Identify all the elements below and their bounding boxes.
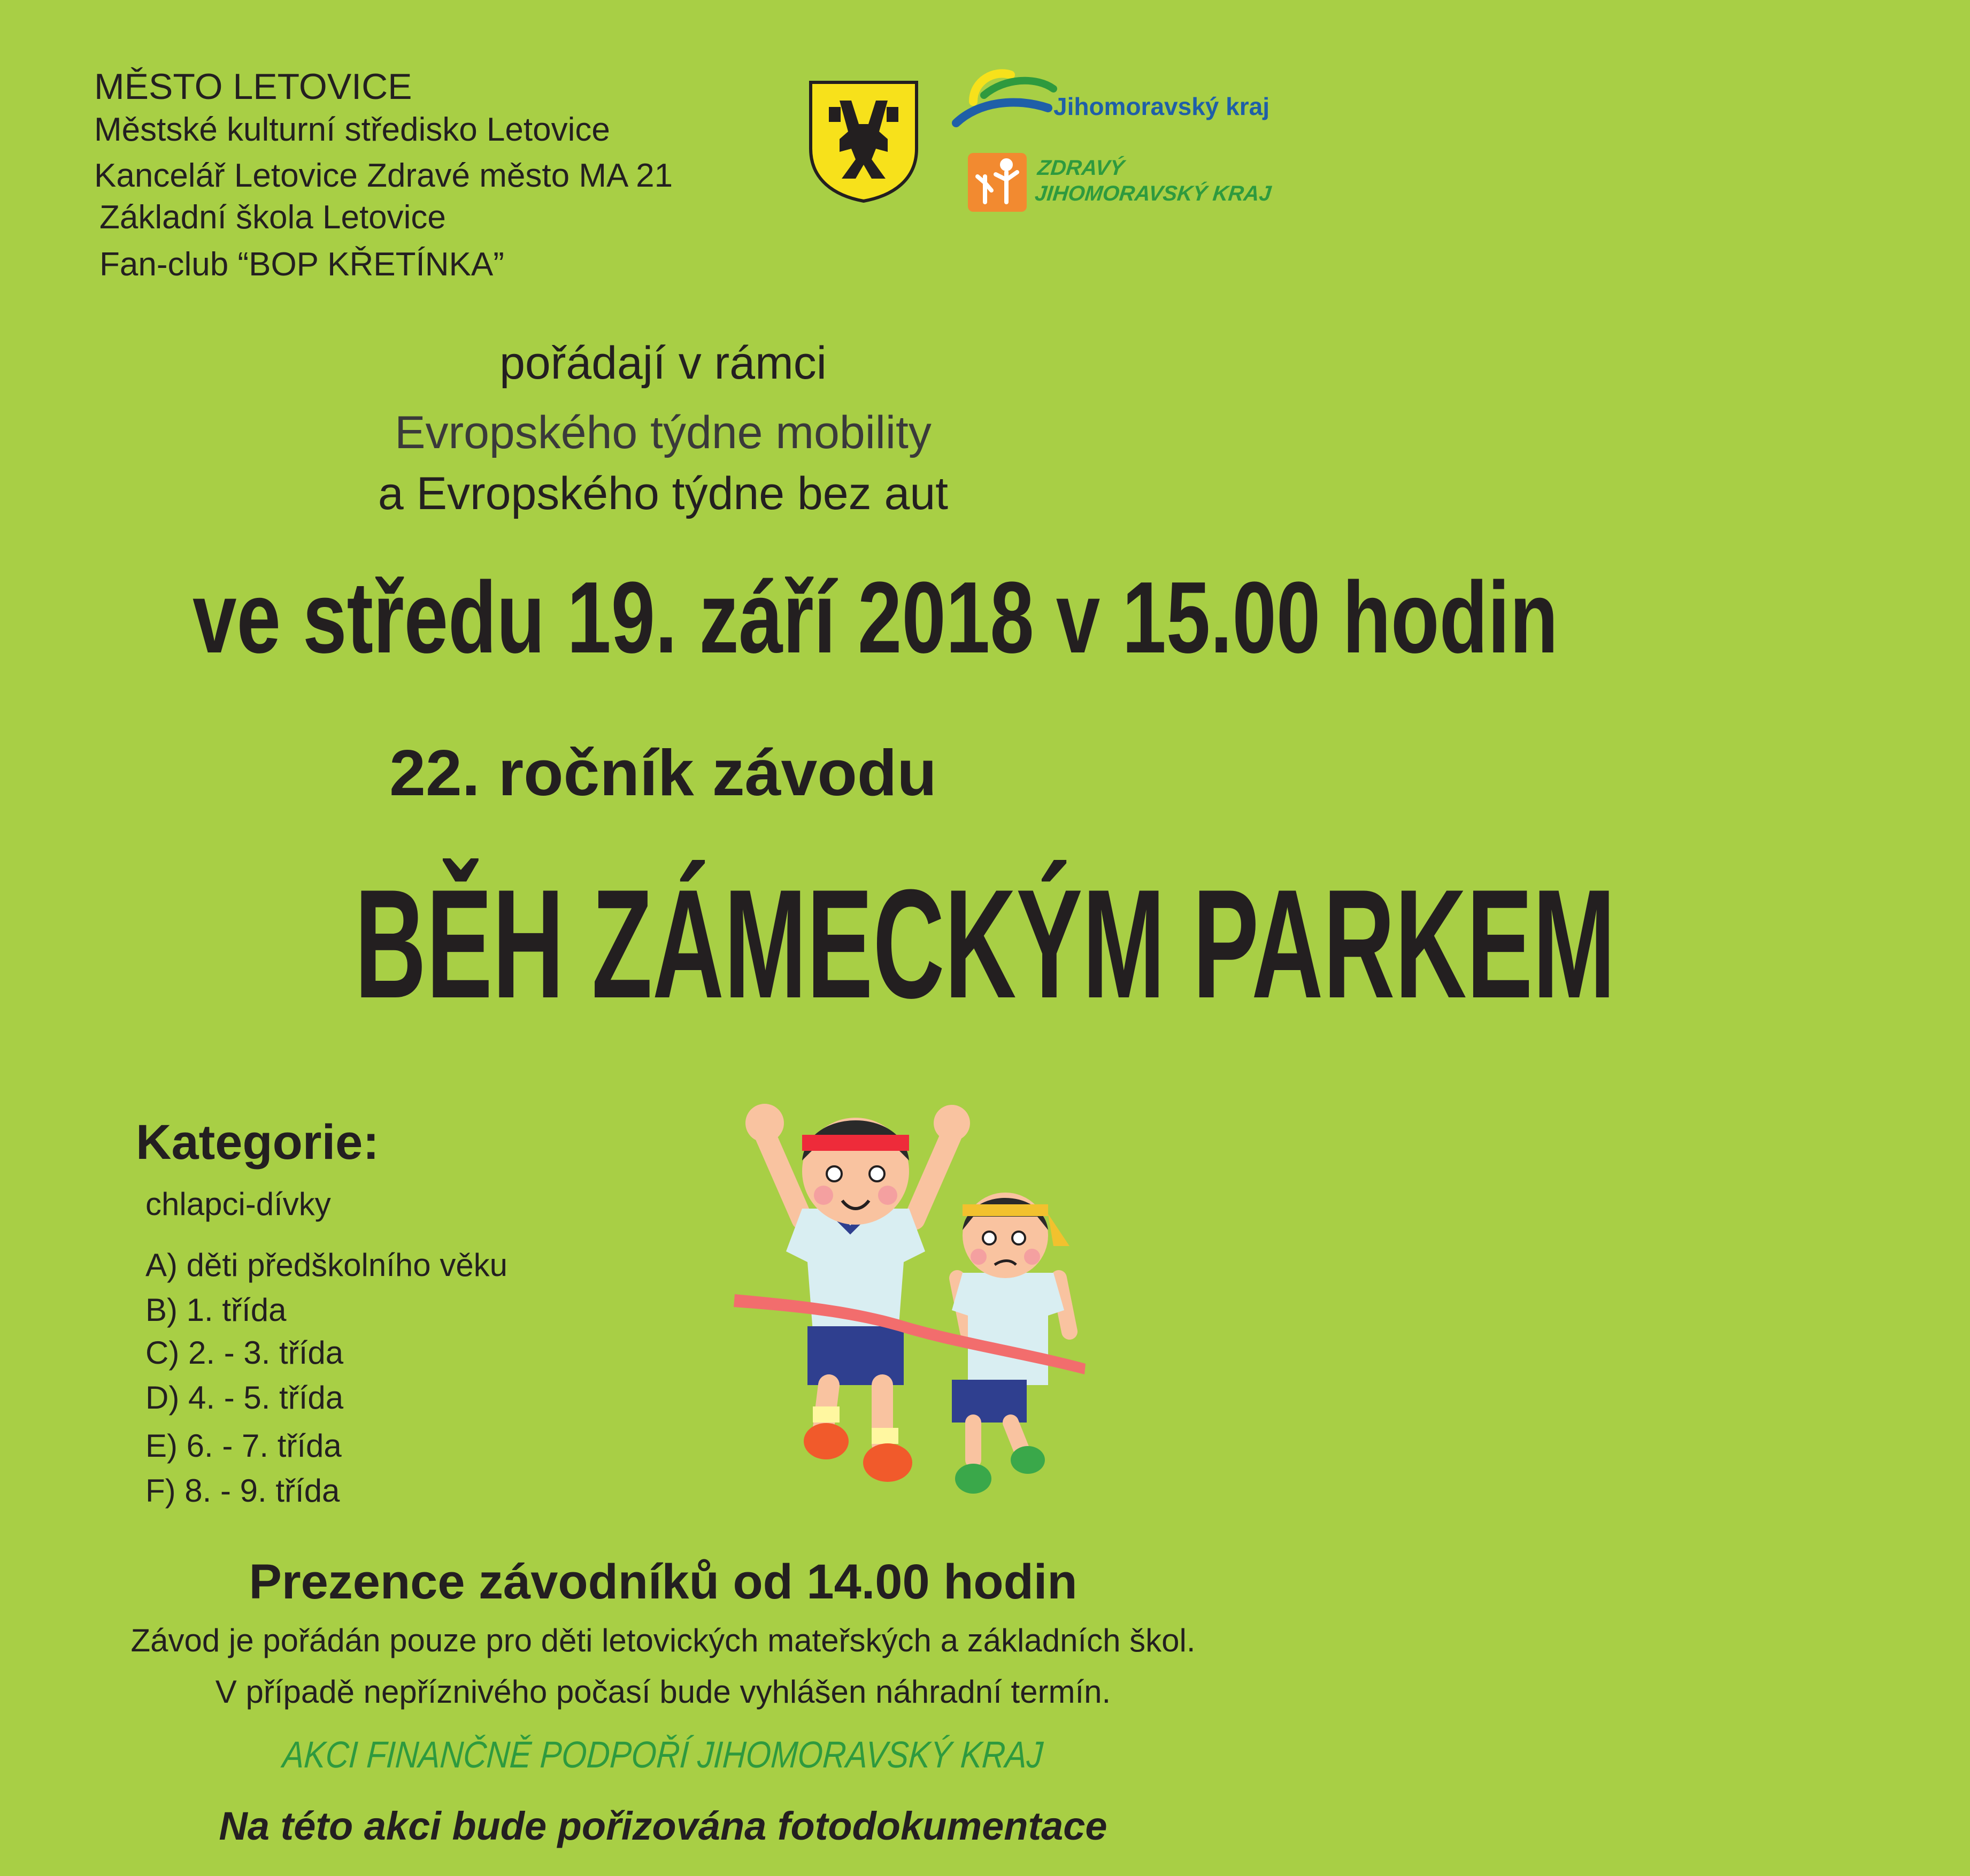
healthy-region-line1: ZDRAVÝ (1036, 156, 1126, 180)
region-name: Jihomoravský kraj (1053, 93, 1270, 120)
categories-subheading: chlapci-dívky (145, 1186, 331, 1222)
region-swoosh-icon (952, 64, 1059, 134)
healthy-region-line2: JIHOMORAVSKÝ KRAJ (1034, 182, 1273, 205)
sponsor-note: AKCI FINANČNĚ PODPOŘÍ JIHOMORAVSKÝ KRAJ (281, 1734, 1045, 1775)
category-item: F) 8. - 9. třída (145, 1473, 340, 1509)
categories-heading: Kategorie: (136, 1115, 379, 1170)
organizer-fan-club: Fan-club “BOP KŘETÍNKA” (99, 246, 504, 283)
note-weather: V případě nepříznivého počasí bude vyhlášen náhradní termín. (215, 1674, 1111, 1710)
runner-big (745, 1104, 970, 1482)
registration-time: Prezence závodníků od 14.00 hodin (249, 1555, 1078, 1609)
category-item: D) 4. - 5. třída (145, 1380, 344, 1416)
healthy-figures-icon (968, 153, 1027, 212)
organizer-school: Základní škola Letovice (99, 199, 446, 236)
note-eligibility: Závod je pořádán pouze pro děti letovických mateřských a základních škol. (130, 1623, 1196, 1658)
region-logo (952, 64, 1294, 134)
event-date: ve středu 19. září 2018 v 15.00 hodin (193, 561, 1558, 674)
intro-line-1: pořádají v rámci (499, 337, 827, 389)
category-item: E) 6. - 7. třída (145, 1428, 342, 1464)
intro-line-3: a Evropského týdne bez aut (378, 468, 949, 519)
letovice-coat-of-arms-icon (807, 79, 920, 203)
organizer-culture-center: Městské kulturní středisko Letovice (94, 111, 610, 148)
event-title: BĚH ZÁMECKÝM PARKEM (355, 857, 1615, 1031)
organizer-healthy-city-office: Kancelář Letovice Zdravé město MA 21 (94, 157, 673, 194)
organizer-city: MĚSTO LETOVICE (94, 66, 412, 107)
category-item: C) 2. - 3. třída (145, 1335, 344, 1371)
edition: 22. ročník závodu (389, 736, 937, 809)
category-item: B) 1. třída (145, 1292, 287, 1328)
category-item: A) děti předškolního věku (145, 1247, 508, 1283)
photo-note: Na této akci bude pořizována fotodokumentace (219, 1804, 1107, 1848)
runners-illustration (727, 1086, 1102, 1513)
intro-line-2: Evropského týdne mobility (395, 407, 932, 458)
healthy-region-logo (968, 153, 1273, 212)
